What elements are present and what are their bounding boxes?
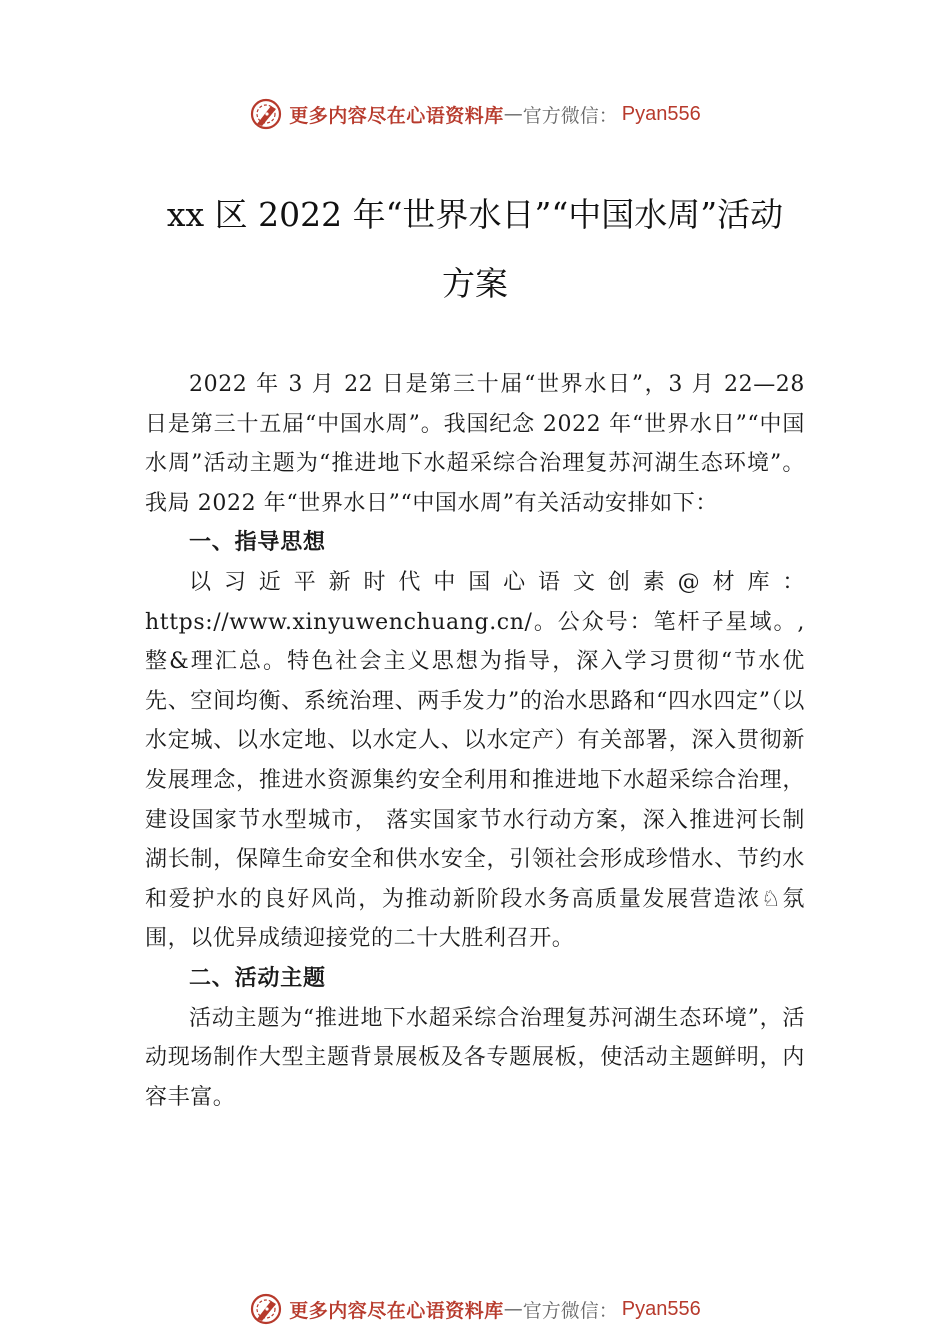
watermark-separator: — (503, 103, 523, 125)
section-body-theme: 活动主题为“推进地下水超采综合治理复苏河湖生态环境”，活动现场制作大型主题背景展板及各专题展板，使活动主题鲜明，内容丰富。 (145, 1005, 805, 1110)
watermark-banner-top (0, 94, 950, 134)
document-title-line2: 方案 (442, 264, 508, 303)
section-heading-guiding-thought: 一、指导思想 (189, 530, 326, 556)
pen-nib-seal-icon (249, 97, 283, 131)
watermark-text: 更多内容尽在心语资料库 (289, 104, 504, 127)
intro-paragraph: 2022 年 3 月 22 日是第三十届“世界水日”，3 月 22—28 日是第三十五届“中国水周”。我国纪念 2022 年“世界水日”“中国水周”活动主题为“推进地下水超采综合治理复苏河湖生态环境”。我局 2022 年“世界水日”“中国水周”有关活动安排如下： (145, 372, 805, 516)
pen-nib-seal-icon (249, 1292, 283, 1326)
section-heading-theme: 二、活动主题 (189, 965, 326, 991)
watermark-separator: — (503, 1298, 523, 1320)
watermark-label: 官方微信： (522, 104, 618, 127)
section-body-guiding-thought: 以习近平新时代中国心语文创素@材库：https://www.xinyuwenchuang.cn/。公众号：笔杆子星域。,整&理汇总。特色社会主义思想为指导，深入学习贯彻“节水优先、空间均衡、系统治理、两手发力”的治水思路和“四水四定”（以水定城、以水定地、以水定人、以水定产）有关部署，深入贯彻新发展理念，推进水资源集约安全利用和推进地下水超采综合治理，建设国家节水型城市， 落实国家节水行动方案，深入推进河长制湖长制，保障生命安全和供水安全，引领社会形成珍惜水、节约水和爱护水的良好风尚，为推动新阶段水务高质量发展营造浓♘氛围，以优异成绩迎接党的二十大胜利召开。 (145, 569, 805, 952)
document-title-line1: xx 区 2022 年“世界水日”“中国水周”活动 (166, 195, 784, 234)
watermark-wechat-id: Pyan556 (621, 102, 701, 125)
watermark-text: 更多内容尽在心语资料库 (289, 1299, 504, 1322)
document-body (145, 365, 805, 1117)
watermark-banner-bottom (0, 1289, 950, 1329)
watermark-wechat-id: Pyan556 (621, 1297, 701, 1320)
watermark-label: 官方微信： (522, 1299, 618, 1322)
